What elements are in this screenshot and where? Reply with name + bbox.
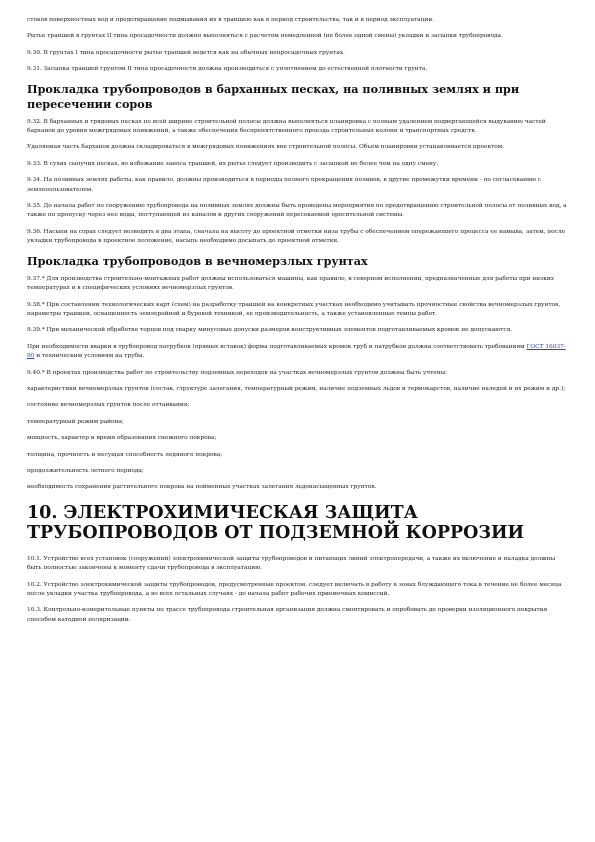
gost-text-after: и техническим условиям на трубы. [34,353,145,360]
paragraph-10-1: 10.1. Устройство всех установок (сооружений) электрохимической защиты трубопроводов и питающих линий электропередачи, а также их включение и наладка должны быть полностью закончены к моменту сдачи трубопровода в эксплуатацию. [27,555,556,572]
paragraph-9-38: 9.38.* При составлении технологических карт (схем) на разработку траншей на конкретных участках необходимо учитывать прочностные свойства вечномерзлых грунтов, параметры траншеи, оснащенность землеройной и буровой техникой, ее производительность, а также установленные темпы работ. [27,301,561,317]
paragraph-10-2: 10.2. Устройство электрохимической защиты трубопроводов, предусмотренные проектом, следует включать в работу в зонах блуждающего тока в течение не более месяца после укладки участка трубопровода, а во всех остальных случаях - до начала работ рабочих приемочных комиссий. [27,581,562,597]
paragraph-9-36: 9.36. Насыпи на сорах следует возводить в два этапа, сначала на высоту до проектной отметки низа трубы с обеспечением опережающего процесса ее намыва, затем, после укладки трубопровода в проектное положение, насыпь необходимо досыпать до проектной отметки. [27,228,566,245]
gost-16037-link[interactable]: ГОСТ 16037-80 [27,343,566,360]
paragraph-9-40: 9.40.* В проектах производства работ по строительству подземных переходов на участках вечномерзлых грунтов должны быть учтены: [27,369,448,376]
paragraph-9-32: 9.32. В барханных и грядовых песках по всей ширине строительной полосы должна выполняться планировка с полным удалением подвергающейся выдуванию частей барханов до уровня межгрядовых понижений, а также обеспечения беспрепятственного проезда строительных колонн и транспортных средств. [27,118,546,135]
paragraph-9-35: 9.35. До начала работ по сооружению трубопровода на поливных землях должны быть проведены мероприятия по предотвращению строительной полосы от поливных вод, а также по пропуску через нее воды, поступающей из каналов и других сооружений пересекаемой оросительной системы. [27,203,567,219]
paragraph-9-39: 9.39.* При механической обработке торцов под сварку минусовые допуски размеров конструктивных элементов подготавливаемых кромок не допускаются. [27,327,513,334]
list-item-vegetation: необходимость сохранения растительного покрова на пойменных участках залегания льдонасыщенных грунтов. [27,484,377,491]
list-item-thaw-state: состояние вечномерзлых грунтов после оттаивания; [27,402,190,409]
paragraph-9-30: 9.30. В грунтах I типа просадочности рытье траншей ведется как на обычных непросадочных грунтах. [27,49,345,56]
paragraph-9-34: 9.34. На поливных землях работы, как правило, должны производиться в периоды полного прекращения поливов, в другие промежутки времени - по согласованию с землепользователем. [27,177,541,193]
heading-permafrost: Прокладка трубопроводов в вечномерзлых грунтах [27,253,368,268]
document-page [27,16,568,834]
paragraph-barkhan-removal: Удаляемая часть барханов должна складироваться в межгрядовых понижениях вне строительной полосы. Объем планировки устанавливается проектом. [27,144,505,151]
gost-text-before: При необходимости вварки в трубопровод патрубков (прямых вставок) форма подготавливаемых кромок труб и патрубков должна соответствовать требованиям [27,343,527,350]
heading-section-10: 10. ЭЛЕКТРОХИМИЧЕСКАЯ ЗАЩИТА ТРУБОПРОВОДОВ ОТ ПОДЗЕМНОЙ КОРРОЗИИ [27,502,525,543]
paragraph-gost-reference [27,343,568,362]
list-item-summer-period: продолжительность летнего периода; [27,467,144,474]
paragraph-runoff: стоков поверхностных вод и предотвращение подмывания их в траншею как в период строительства, так и в период эксплуатации. [27,17,434,23]
paragraph-10-3: 10.3. Контрольно-измерительные пункты по трассе трубопровода строительная организация должна смонтировать и опробовать до проверки изоляционного покрытия способом катодной поляризации. [27,607,548,623]
list-item-soil-characteristics: характеристики вечномерзлых грунтов (состав, структуре залегания, температурный режим, наличие подземных льдов и термокарстов, наличие наледей и их режим и др.); [27,385,566,392]
paragraph-9-31: 9.31. Засыпка траншей грунтом II типа просадочности должна производиться с уплотнением до естественной плотности грунта. [27,66,428,73]
paragraph-9-33: 9.33. В сухих сыпучих песках, во избежание заноса траншей, их рытье следует производить с засыпкой не более чем на одну смену. [27,160,439,167]
list-item-snow-cover: мощность, характер и время образования снежного покрова; [27,435,217,442]
list-item-temperature: температурный режим района; [27,418,124,425]
paragraph-trench-type2: Рытье траншей в грунтах II типа просадочности должно выполняться с расчетом немедленной (не более одной смены) укладки и засыпки трубопровода. [27,33,503,40]
heading-barkhan-sands: Прокладка трубопроводов в барханных песках, на поливных землях и при пересечении соров [27,81,520,111]
list-item-ice-cover: толщина, прочность и несущая способность ледяного покрова; [27,451,223,458]
paragraph-9-37: 9.37.* Для производства строительно-монтажных работ должны использоваться машины, как правило, в северном исполнении, предназначенные для работы при низких температурах и в специфических условиях вечномерзлых грунтов. [27,275,554,292]
